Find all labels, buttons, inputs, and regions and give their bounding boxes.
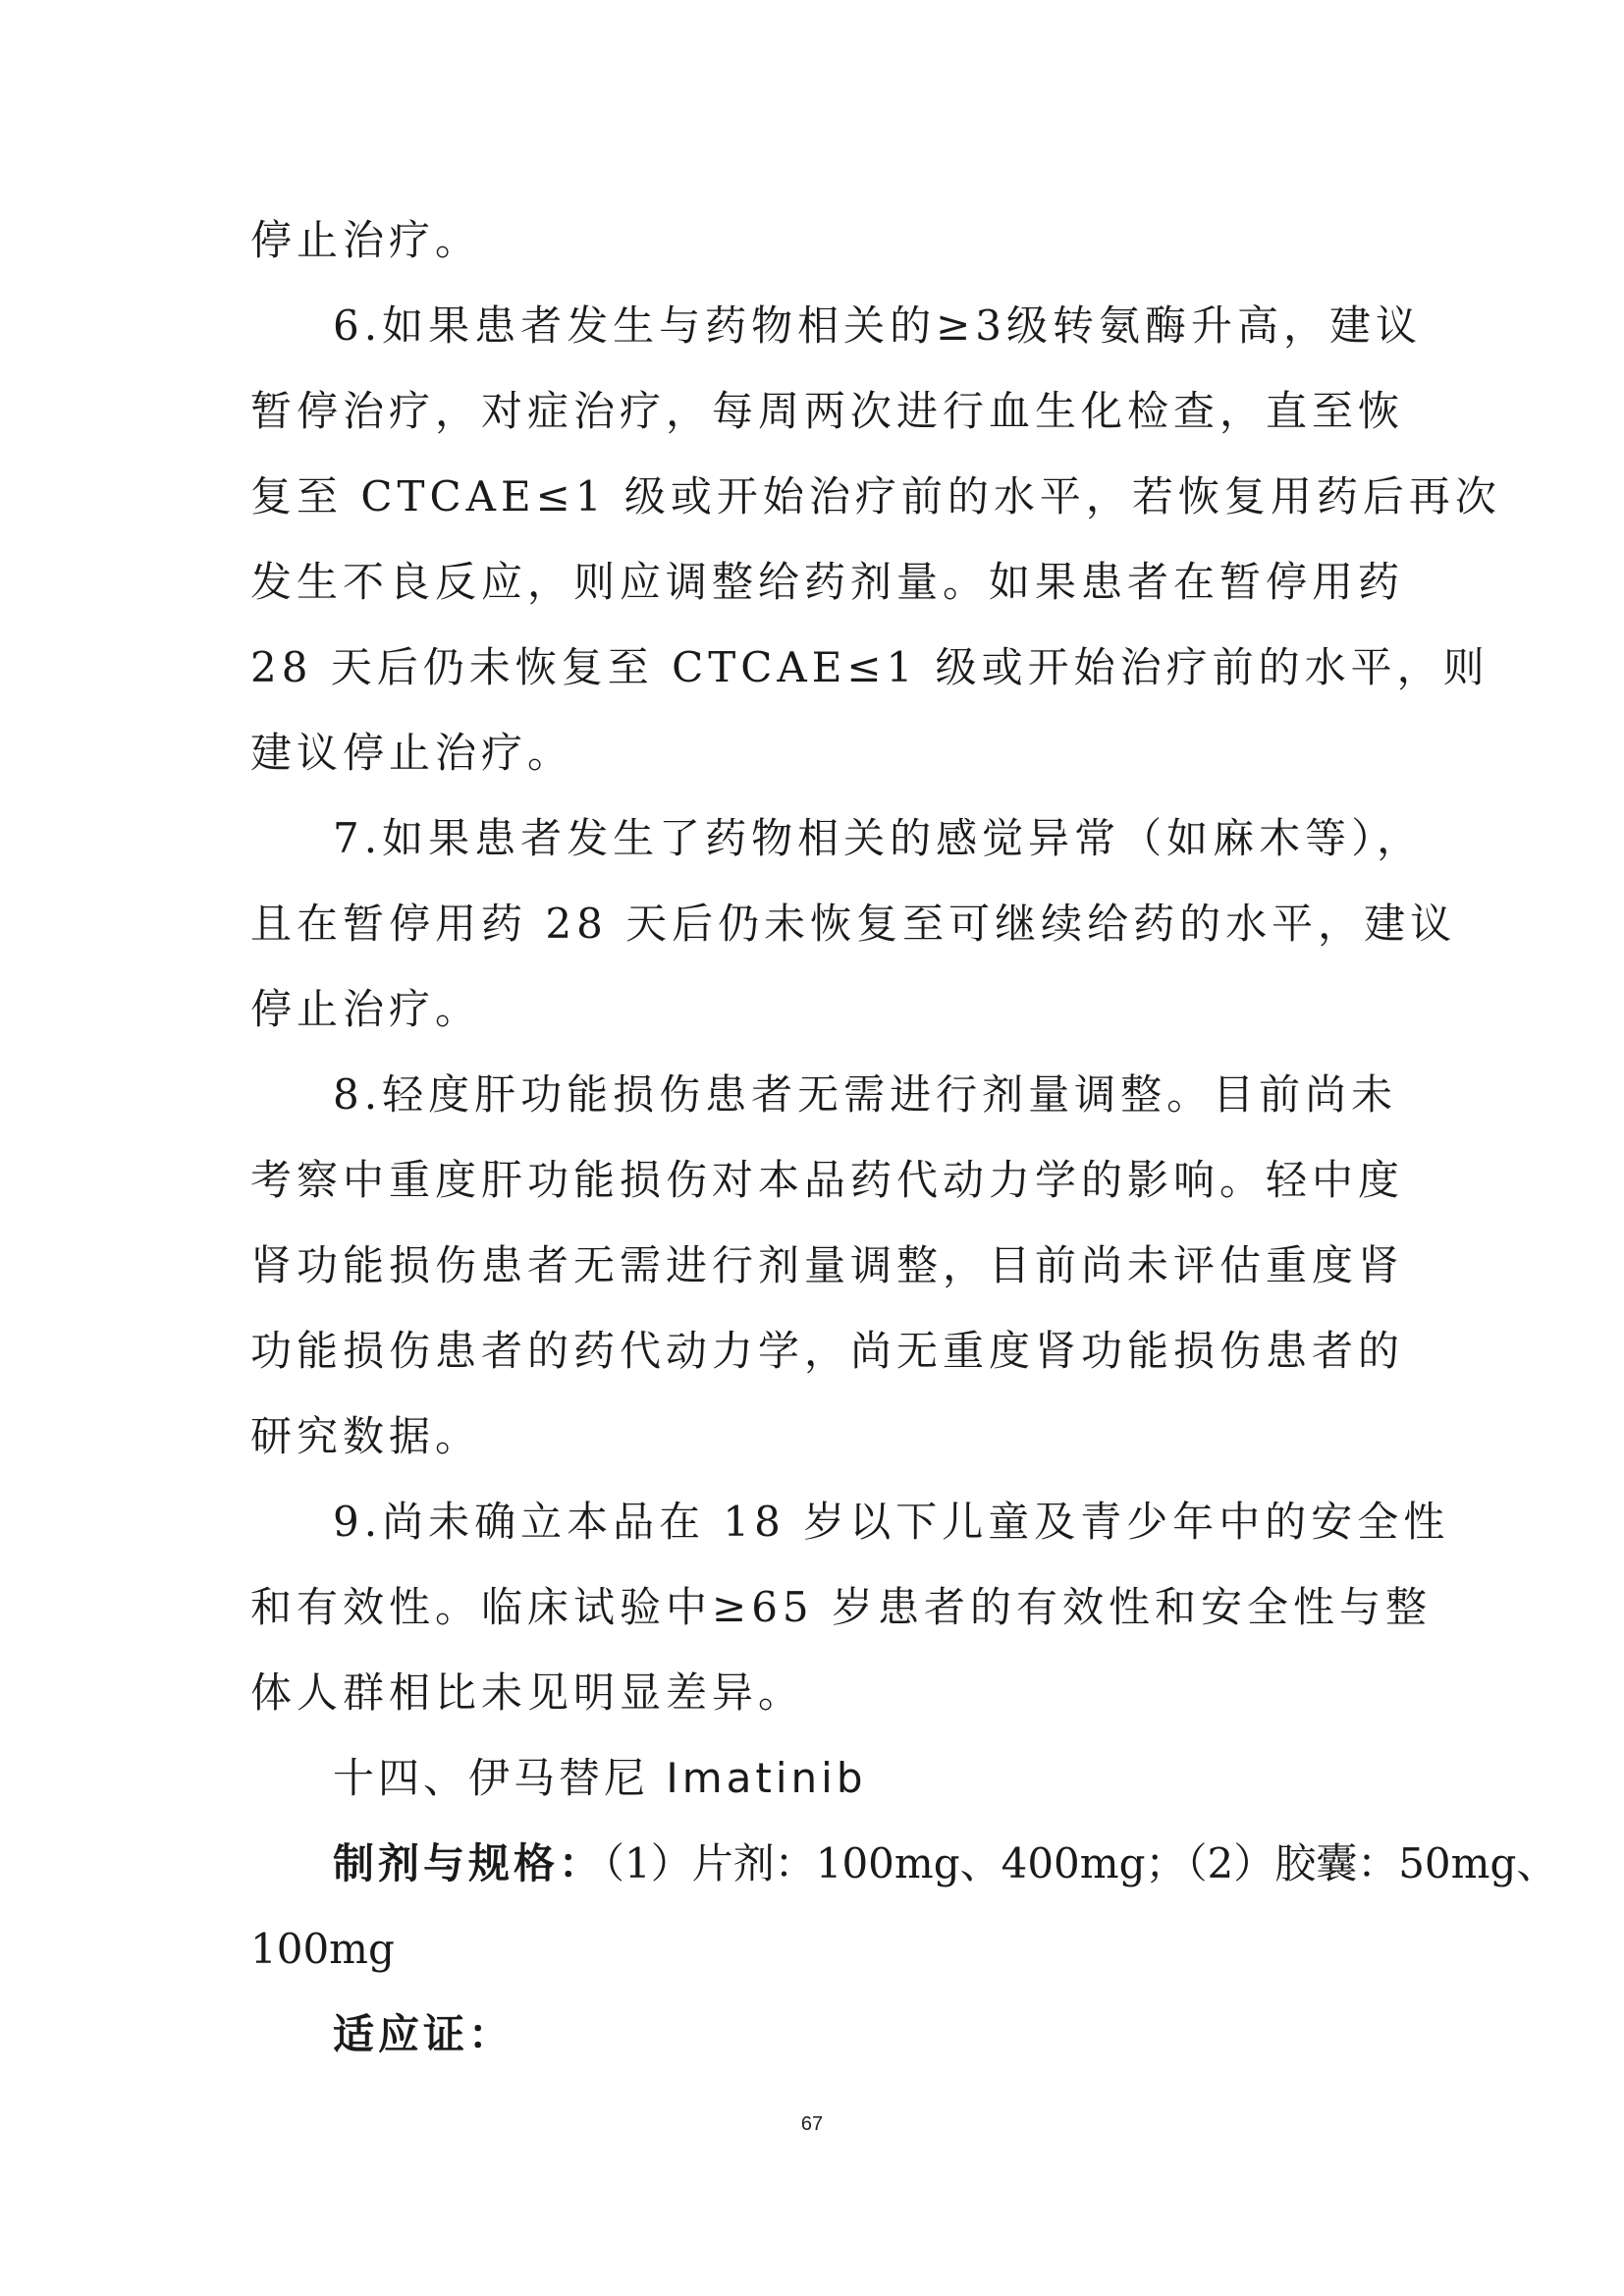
text-line-12: 考察中重度肝功能损伤对本品药代动力学的影响。轻中度 [250, 1156, 1405, 1204]
text-line-14: 功能损伤患者的药代动力学，尚无重度肾功能损伤患者的 [250, 1327, 1405, 1375]
spec-value-continued: 100mg [250, 1925, 395, 1973]
text-line-13: 肾功能损伤患者无需进行剂量调整，目前尚未评估重度肾 [250, 1241, 1405, 1289]
text-line-6: 28 天后仍未恢复至 CTCAE≤1 级或开始治疗前的水平，则 [250, 643, 1489, 691]
spec-line [333, 1834, 1557, 1893]
spec-value: （1）片剂：100mg、400mg；（2）胶囊：50mg、 [604, 1839, 1558, 1887]
text-line-3: 暂停治疗，对症治疗，每周两次进行血生化检查，直至恢 [250, 387, 1405, 435]
page-number: 67 [800, 2113, 824, 2135]
text-line-15: 研究数据。 [250, 1412, 482, 1460]
text-line-7: 建议停止治疗。 [250, 729, 574, 777]
text-line-16: 9.尚未确立本品在 18 岁以下儿童及青少年中的安全性 [333, 1498, 1450, 1546]
text-line-9: 且在暂停用药 28 天后仍未恢复至可继续给药的水平，建议 [250, 900, 1457, 948]
section-heading: 十四、伊马替尼 Imatinib [333, 1754, 867, 1802]
text-line-11: 8.轻度肝功能损伤患者无需进行剂量调整。目前尚未 [333, 1070, 1398, 1119]
text-line-1: 停止治疗。 [250, 216, 482, 264]
text-line-2: 6.如果患者发生与药物相关的≥3级转氨酶升高，建议 [333, 301, 1422, 350]
text-line-18: 体人群相比未见明显差异。 [250, 1668, 805, 1717]
indication-label: 适应证： [333, 2010, 514, 2058]
text-line-8: 7.如果患者发生了药物相关的感觉异常（如麻木等）， [333, 814, 1424, 862]
spec-label: 制剂与规格： [333, 1839, 605, 1887]
text-line-4: 复至 CTCAE≤1 级或开始治疗前的水平，若恢复用药后再次 [250, 472, 1501, 520]
text-line-17: 和有效性。临床试验中≥65 岁患者的有效性和安全性与整 [250, 1583, 1432, 1631]
text-line-10: 停止治疗。 [250, 985, 482, 1033]
text-line-5: 发生不良反应，则应调整给药剂量。如果患者在暂停用药 [250, 558, 1405, 606]
